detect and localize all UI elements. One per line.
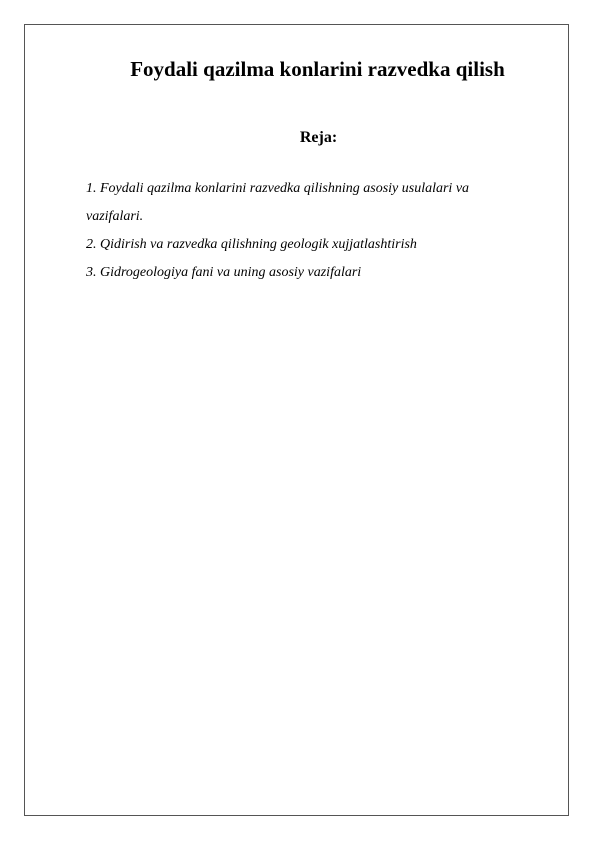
plan-item-3: 3. Gidrogeologiya fani va uning asosiy vazifalari xyxy=(86,265,362,280)
plan-list xyxy=(86,175,486,287)
plan-heading: Reja: xyxy=(299,129,338,146)
document-title: Foydali qazilma konlarini razvedka qilish xyxy=(130,57,505,81)
plan-item-1: 1. Foydali qazilma konlarini razvedka qilishning asosiy usulalari va vazifalari. xyxy=(86,181,470,224)
plan-item-2: 2. Qidirish va razvedka qilishning geologik xujjatlashtirish xyxy=(86,237,417,252)
